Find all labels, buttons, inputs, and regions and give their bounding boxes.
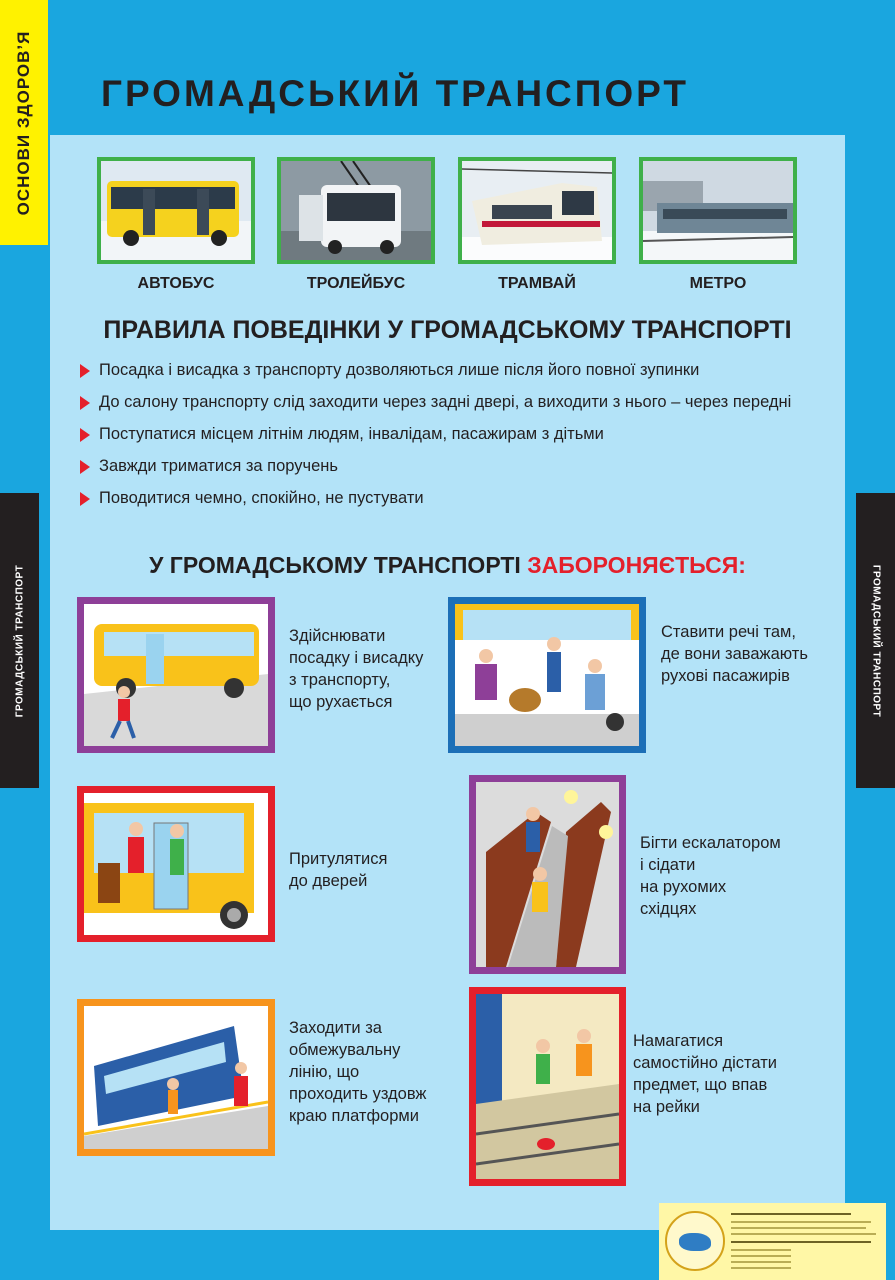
- series-tab-label: ОСНОВИ ЗДОРОВ’Я: [14, 30, 33, 215]
- rule-item: Поводитися чемно, спокійно, не пустувати: [80, 486, 840, 518]
- scene-luggage-text: [661, 621, 808, 687]
- publisher-emblem-icon: [665, 1211, 725, 1271]
- scene-text-line: східцях: [640, 900, 697, 918]
- scene-text-line: до дверей: [289, 872, 368, 890]
- bus-label: АВТОБУС: [137, 275, 215, 292]
- publisher-card: [659, 1203, 886, 1280]
- scene-text-line: краю платформи: [289, 1107, 419, 1125]
- footer-text-line: [731, 1249, 791, 1251]
- trolleybus-label: ТРОЛЕЙБУС: [306, 275, 406, 292]
- scene-text-line: самостійно дістати: [633, 1054, 778, 1072]
- scene-text-line: і сідати: [640, 856, 696, 874]
- scene-doors: [77, 786, 275, 942]
- scene-text-line: що рухається: [289, 693, 393, 711]
- scene-luggage: [448, 597, 646, 753]
- scene-rails-text: [633, 1030, 777, 1118]
- scene-escalator-text: [640, 832, 781, 920]
- rule-item: Посадка і висадка з транспорту дозволяються лише після його повної зупинки: [80, 358, 840, 390]
- rule-item: До салону транспорту слід заходити через задні двері, а виходити з нього – через передні: [80, 390, 840, 422]
- scene-moving-bus: [77, 597, 275, 753]
- scene-text-line: на рейки: [633, 1098, 700, 1116]
- scene-text-line: Намагатися: [633, 1032, 724, 1050]
- scene-text-line: обмежувальну: [289, 1041, 401, 1059]
- bus-photo: [97, 157, 255, 264]
- scene-escalator: [469, 775, 626, 974]
- side-tab-right-label: ГРОМАДСЬКИЙ ТРАНСПОРТ: [870, 564, 881, 717]
- footer-text-line: [731, 1241, 871, 1243]
- scene-text-line: предмет, що впав: [633, 1076, 768, 1094]
- forbidden-heading-prefix: У ГРОМАДСЬКОМУ ТРАНСПОРТІ: [149, 552, 528, 578]
- side-tab-right: [856, 493, 895, 788]
- tram-photo: [458, 157, 616, 264]
- scene-text-line: Притулятися: [289, 850, 388, 868]
- side-tab-left: [0, 493, 39, 788]
- scene-text-line: лінію, що: [289, 1063, 360, 1081]
- footer-text-line: [731, 1233, 876, 1235]
- series-tab: [0, 0, 48, 245]
- footer-text-line: [731, 1267, 791, 1269]
- scene-moving-bus-text: [289, 625, 423, 713]
- trolleybus-photo: [277, 157, 435, 264]
- scene-text-line: посадку і висадку: [289, 649, 424, 667]
- metro-photo: [639, 157, 797, 264]
- scene-text-line: на рухомих: [640, 878, 727, 896]
- scene-text-line: рухові пасажирів: [661, 667, 790, 685]
- page-title: ГРОМАДСЬКИЙ ТРАНСПОРТ: [101, 73, 689, 114]
- scene-platform-line-text: [289, 1017, 426, 1127]
- scene-text-line: Бігти ескалатором: [640, 834, 781, 852]
- footer-text-line: [731, 1227, 866, 1229]
- scene-rails: [469, 987, 626, 1186]
- rule-item: Завжди триматися за поручень: [80, 454, 840, 486]
- footer-text-line: [731, 1261, 791, 1263]
- side-tab-left-label: ГРОМАДСЬКИЙ ТРАНСПОРТ: [14, 564, 25, 717]
- rule-item: Поступатися місцем літнім людям, інвалідам, пасажирам з дітьми: [80, 422, 840, 454]
- rules-list: [80, 358, 840, 518]
- scene-text-line: Заходити за: [289, 1019, 382, 1037]
- forbidden-heading: [50, 552, 845, 579]
- scene-text-line: де вони заважають: [661, 645, 808, 663]
- footer-text-line: [731, 1213, 851, 1215]
- footer-text-line: [731, 1255, 791, 1257]
- tram-label: ТРАМВАЙ: [498, 275, 576, 292]
- forbidden-heading-highlight: ЗАБОРОНЯЄТЬСЯ:: [527, 552, 746, 578]
- scene-text-line: з транспорту,: [289, 671, 391, 689]
- footer-text-line: [731, 1221, 871, 1223]
- rules-heading: ПРАВИЛА ПОВЕДІНКИ У ГРОМАДСЬКОМУ ТРАНСПОРТІ: [103, 316, 792, 344]
- scene-platform-line: [77, 999, 275, 1156]
- scene-text-line: Здійснювати: [289, 627, 386, 645]
- scene-text-line: проходить уздовж: [289, 1085, 427, 1103]
- scene-doors-text: [289, 848, 387, 892]
- metro-label: МЕТРО: [689, 275, 747, 292]
- scene-text-line: Ставити речі там,: [661, 623, 796, 641]
